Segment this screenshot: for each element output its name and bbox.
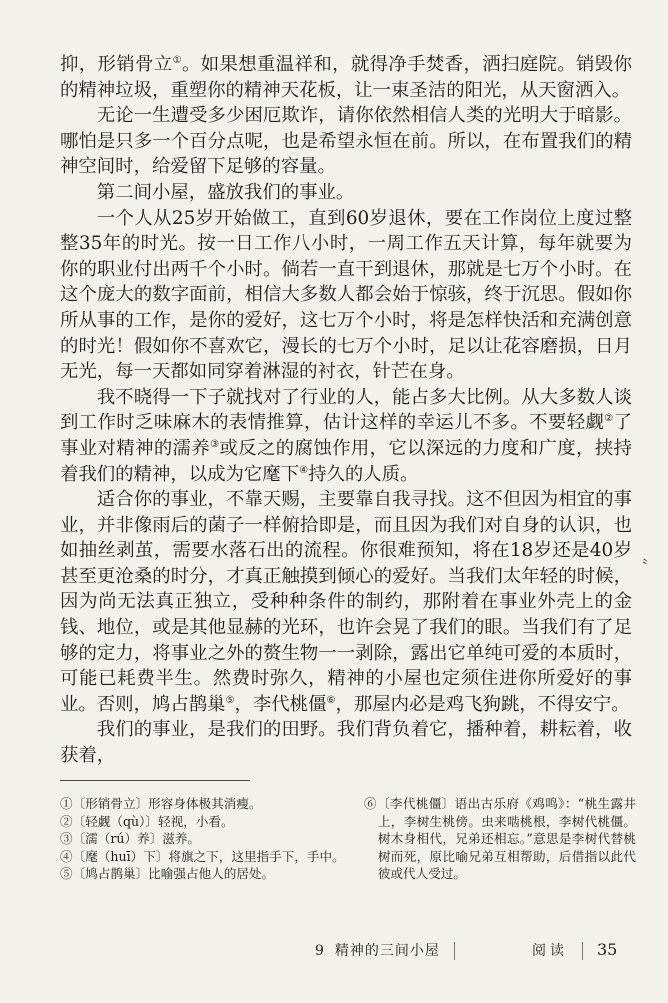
paragraph [60, 52, 632, 103]
footnote-marker: ⑤ [225, 694, 235, 706]
paragraph-text: ，李代桃僵 [234, 693, 327, 715]
paragraph [60, 180, 632, 206]
footnote: ④〔麾（huī）下〕将旗之下，这里指手下，手中。 [60, 848, 345, 864]
paragraph-text: 适合你的事业，不靠天赐，主要靠自我寻找。这不但因为相宜的事业，并非像雨后的菌子一样俯拾即是，而且因为我们对自身的认识，也如抽丝剥茧，需要水落石出的流程。你很难预知，将在18岁还是40岁甚至更沧桑的时分，才真正触摸到倾心的爱好。当我们太年轻的时候，因为尚无法真正独立，受种种条件的制约，那附着在事业外壳上的金钱、地位，或是其他显赫的光环，也许会晃了我们的眼。当我们有了足够的定力，将事业之外的赘生物一一剥除，露出它单纯可爱的本质时，可能已耗费半生。然费时弥久，精神的小屋也定须住进你所爱好的事业。否则，鸠占鹊巢 [60, 489, 632, 715]
paragraph-text: 了事业对精神的濡养 [60, 412, 632, 459]
paragraph-text: 我不晓得一下子就找对了行业的人，能占多大比例。从大多数人谈到工作时乏味麻木的表情推算，估计这样的幸运儿不多。不要轻觑 [60, 386, 632, 434]
footnote: ②〔轻觑（qù）〕轻视，小看。 [60, 813, 234, 829]
footer-divider-left [454, 942, 455, 960]
footnote-text: ⑥〔李代桃僵〕语出古乐府《鸡鸣》：“桃生露井上，李树生桃傍。虫来啮桃根，李树代桃僵。树木身相代，兄弟还相忘。”意思是李树代替桃树而死，原比喻兄弟互相帮助，后借指以此代彼或代人受过。 [364, 796, 636, 882]
paragraph [60, 717, 632, 768]
paragraph [60, 206, 632, 385]
footnote-marker: ② [604, 413, 614, 425]
body-text [60, 52, 632, 769]
footnote: ①〔形销骨立〕形容身体极其消瘦。 [60, 796, 262, 811]
footer-divider-right [582, 942, 583, 960]
paragraph [60, 487, 632, 717]
paragraph-text: 持久的人质。 [308, 463, 419, 485]
paragraph-text: 一个人从25岁开始做工，直到60岁退休，要在工作岗位上度过整整35年的时光。按一日工作八小时，一周工作五天计算，每年就要为你的职业付出两千个小时。倘若一直干到退休，那就是七万个小时。在这个庞大的数字面前，相信大多数人都会始于惊骇，终于沉思。假如你所从事的工作，是你的爱好，这七万个小时，将是怎样快活和充满创意的时光！假如你不喜欢它，漫长的七万个小时，足以让花容磨损，日月无光，每一天都如同穿着淋湿的衬衣，针芒在身。 [60, 207, 632, 383]
footer-lesson [315, 940, 455, 960]
paragraph-text: 或反之的腐蚀作用，它以深远的力度和广度，挟持着我们的精神，以成为它麾下 [60, 437, 632, 485]
lesson-number: 9 [315, 943, 325, 959]
footnote-marker: ④ [299, 464, 309, 476]
footnote-marker: ③ [210, 438, 220, 450]
footnote-marker: ⑥ [326, 694, 336, 706]
lesson-title: 精神的三间小屋 [334, 943, 440, 959]
paragraph-text: ，那屋内必是鸡飞狗跳，不得安宁。 [335, 693, 630, 715]
footnotes-left [60, 795, 350, 883]
paragraph [60, 103, 632, 180]
footnotes-right [364, 795, 636, 883]
section-label: 阅读 [532, 943, 568, 959]
footnote [364, 795, 636, 883]
page-number: 35 [597, 940, 618, 959]
margin-mark: 〝 [634, 559, 648, 575]
footnote: ③〔濡（rú）养〕滋养。 [60, 831, 201, 847]
paragraph-text: 抑，形销骨立 [60, 54, 173, 75]
footer-section [532, 940, 617, 960]
footnote-divider [60, 780, 250, 781]
paragraph [60, 385, 632, 487]
footnote: ⑤〔鸠占鹊巢〕比喻强占他人的居处。 [60, 866, 275, 882]
paragraph-text: 无论一生遭受多少困厄欺诈，请你依然相信人类的光明大于暗影。哪怕是只多一个百分点呢，也是希望永恒在前。所以，在布置我们的精神空间时，给爱留下足够的容量。 [60, 105, 632, 178]
paragraph-text: 我们的事业，是我们的田野。我们背负着它，播种着，耕耘着，收获着， [60, 719, 632, 767]
paragraph-text: 第二间小屋，盛放我们的事业。 [96, 181, 355, 203]
paragraph-text: 。如果想重温祥和，就得净手焚香，洒扫庭院。销毁你的精神垃圾，重塑你的精神天花板，让一束圣洁的阳光，从天窗洒入。 [60, 54, 632, 101]
footnote-marker: ① [172, 54, 182, 66]
